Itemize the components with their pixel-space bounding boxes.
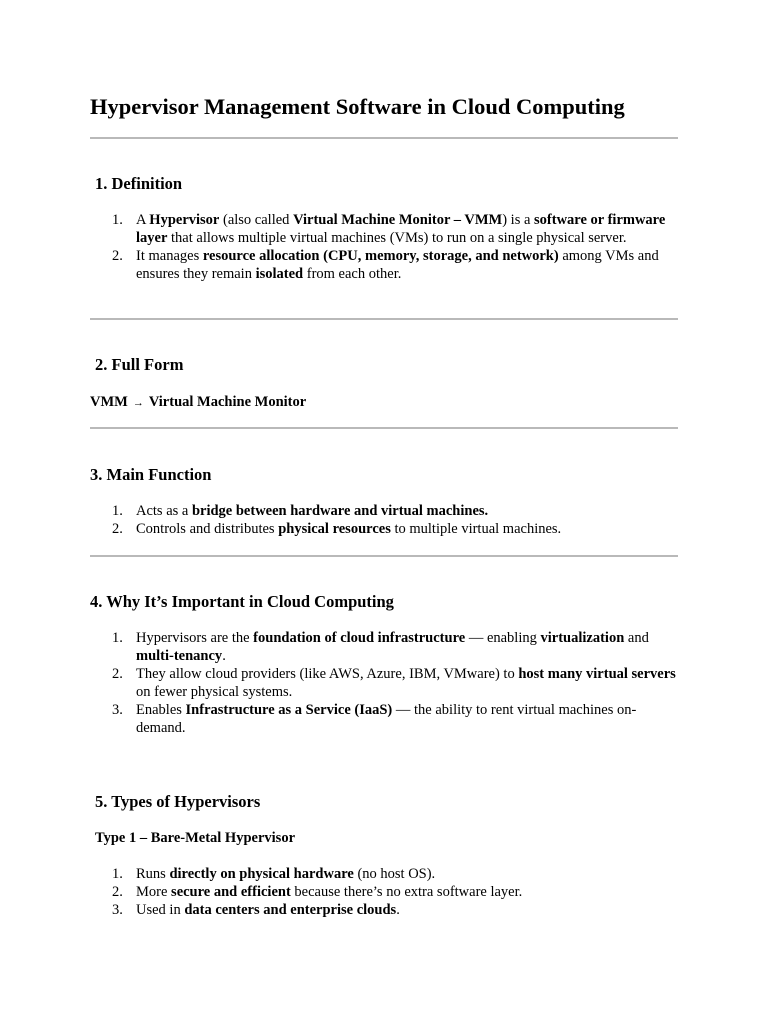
divider	[90, 555, 678, 557]
section-heading-main-function: 3. Main Function	[90, 465, 212, 484]
bold-text: Hypervisor	[149, 212, 220, 228]
bold-text: directly on physical hardware	[169, 866, 354, 882]
section-heading-types: 5. Types of Hypervisors	[95, 792, 261, 811]
list-number: 2.	[112, 666, 123, 682]
list-item	[90, 865, 680, 883]
list-text: Controls and distributes	[136, 521, 279, 537]
list-text: from each other.	[303, 266, 402, 282]
bold-text: Virtual Machine Monitor – VMM	[293, 212, 503, 228]
list-item	[90, 629, 680, 665]
bold-text: software or firmware layer	[136, 212, 666, 246]
list-number: 2.	[112, 884, 123, 900]
list-text: because there’s no extra software layer.	[290, 884, 523, 900]
definition-list	[90, 211, 680, 283]
list-text: Enables	[136, 702, 186, 718]
list-item	[90, 211, 680, 247]
list-text: to multiple virtual machines.	[390, 521, 562, 537]
main-function-list	[90, 502, 680, 538]
list-text: on fewer physical systems.	[136, 684, 293, 700]
list-number: 2.	[112, 521, 123, 537]
list-number: 1.	[112, 866, 123, 882]
bold-text: isolated	[255, 266, 304, 282]
list-item	[90, 901, 680, 919]
type1-list	[90, 865, 680, 919]
list-number: 1.	[112, 503, 123, 519]
list-item	[90, 502, 680, 520]
list-text: ) is a	[502, 212, 535, 228]
list-text: Used in	[136, 902, 185, 918]
bold-text: resource allocation (CPU, memory, storage, and network)	[202, 248, 559, 264]
list-text: Hypervisors are the	[136, 630, 254, 646]
bold-text: virtualization	[540, 630, 625, 646]
list-text: — enabling	[465, 630, 541, 646]
full-form-abbr: VMM	[90, 394, 128, 410]
list-text: They allow cloud providers (like AWS, Azure, IBM, VMware) to	[136, 666, 519, 682]
list-text: .	[222, 648, 226, 664]
list-number: 3.	[112, 902, 123, 918]
bold-text: secure and efficient	[171, 884, 291, 900]
list-item	[90, 520, 680, 538]
list-text: (also called	[219, 212, 294, 228]
list-number: 3.	[112, 702, 123, 718]
list-text: — the ability to rent virtual machines on-demand.	[136, 702, 637, 736]
importance-list	[90, 629, 680, 737]
full-form-line	[90, 393, 306, 412]
bold-text: bridge between hardware and virtual machines.	[191, 503, 489, 519]
list-number: 1.	[112, 630, 123, 646]
list-text: .	[396, 902, 400, 918]
list-number: 2.	[112, 248, 123, 264]
full-form-expansion: Virtual Machine Monitor	[148, 394, 307, 410]
bold-text: Infrastructure as a Service (IaaS)	[185, 702, 393, 718]
list-text: A	[136, 212, 150, 228]
section-heading-importance: 4. Why It’s Important in Cloud Computing	[90, 592, 394, 611]
list-text: and	[624, 630, 649, 646]
list-number: 1.	[112, 212, 123, 228]
list-item	[90, 247, 680, 283]
section-heading-definition: 1. Definition	[95, 174, 183, 193]
list-text: among VMs and ensures they remain	[136, 248, 659, 282]
list-text: Acts as a	[136, 503, 192, 519]
bold-text: foundation of cloud infrastructure	[253, 630, 466, 646]
bold-text: multi-tenancy	[136, 648, 223, 664]
list-text: It manages	[136, 248, 203, 264]
subheading-type1: Type 1 – Bare-Metal Hypervisor	[95, 830, 296, 846]
list-text: More	[136, 884, 172, 900]
divider	[90, 318, 678, 320]
list-item	[90, 883, 680, 901]
section-heading-full-form: 2. Full Form	[95, 355, 184, 374]
divider	[90, 427, 678, 429]
list-text: (no host OS).	[353, 866, 436, 882]
list-item	[90, 665, 680, 701]
list-text: Runs	[136, 866, 170, 882]
bold-text: data centers and enterprise clouds	[184, 902, 397, 918]
bold-text: physical resources	[278, 521, 391, 537]
list-item	[90, 701, 680, 737]
divider	[90, 137, 678, 139]
list-text: that allows multiple virtual machines (VMs) to run on a single physical server.	[167, 230, 627, 246]
bold-text: host many virtual servers	[518, 666, 676, 682]
right-arrow-icon: →	[132, 397, 144, 409]
document-title: Hypervisor Management Software in Cloud Computing	[90, 94, 625, 119]
